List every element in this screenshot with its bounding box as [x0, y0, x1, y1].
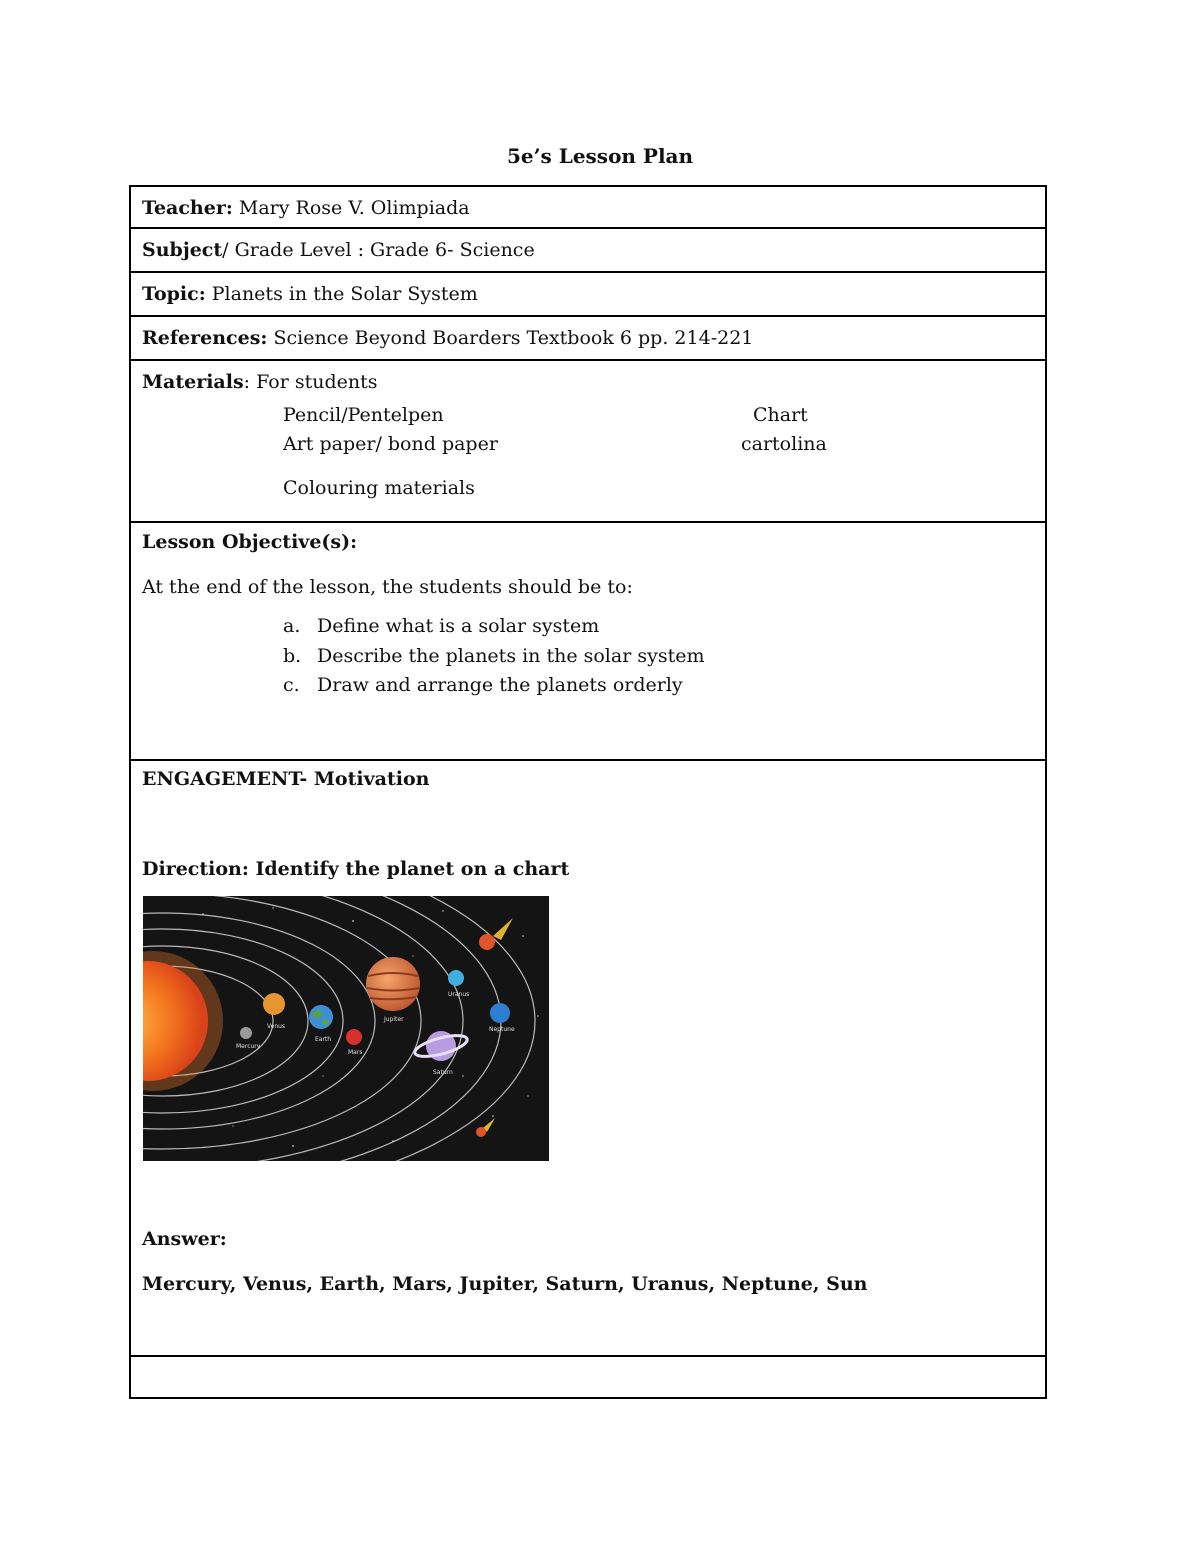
objective-item — [283, 674, 683, 696]
subject-value: / Grade Level : Grade 6- Science — [222, 239, 535, 261]
objective-text: Draw and arrange the planets orderly — [317, 674, 683, 696]
uranus-icon — [448, 970, 464, 986]
objective-marker: c. — [283, 674, 300, 696]
objective-text: Describe the planets in the solar system — [317, 645, 705, 667]
svg-text:Mars: Mars — [348, 1049, 363, 1056]
solar-system-illustration — [143, 896, 549, 1161]
material-item: Pencil/Pentelpen — [283, 404, 444, 426]
document-title: 5e’s Lesson Plan — [506, 144, 694, 168]
jupiter-icon — [366, 957, 420, 1011]
svg-text:Neptune: Neptune — [489, 1026, 515, 1033]
objectives-row — [131, 523, 1045, 761]
references-label: References: — [142, 327, 268, 349]
venus-icon — [263, 993, 285, 1015]
svg-text:Mercury: Mercury — [236, 1043, 261, 1050]
empty-row — [131, 1357, 1045, 1397]
answer-text: Mercury, Venus, Earth, Mars, Jupiter, Saturn, Uranus, Neptune, Sun — [142, 1273, 868, 1295]
objective-text: Define what is a solar system — [317, 615, 600, 637]
answer-label: Answer: — [142, 1228, 227, 1250]
materials-row — [131, 361, 1045, 523]
material-item-right: Chart — [753, 404, 808, 426]
lesson-plan-table — [129, 185, 1047, 1399]
objective-marker: a. — [283, 615, 301, 637]
objectives-label: Lesson Objective(s): — [142, 531, 358, 553]
mars-icon — [346, 1029, 362, 1045]
subject-row — [131, 229, 1045, 273]
teacher-value: Mary Rose V. Olimpiada — [232, 197, 470, 219]
objective-item — [283, 645, 704, 667]
objectives-intro: At the end of the lesson, the students should be to: — [142, 576, 633, 598]
materials-value: : For students — [243, 371, 378, 393]
engagement-row — [131, 761, 1045, 1357]
teacher-label: Teacher: — [142, 197, 233, 219]
topic-label: Topic: — [142, 283, 206, 305]
mercury-icon — [240, 1027, 252, 1039]
engagement-heading: ENGAGEMENT- Motivation — [142, 768, 430, 790]
subject-label: Subject — [142, 239, 223, 261]
material-item: Colouring materials — [283, 477, 475, 499]
references-value: Science Beyond Boarders Textbook 6 pp. 214-221 — [267, 327, 754, 349]
references-row — [131, 317, 1045, 361]
svg-text:Uranus: Uranus — [448, 991, 470, 998]
neptune-icon — [490, 1003, 510, 1023]
svg-text:Saturn: Saturn — [433, 1069, 453, 1076]
svg-text:Venus: Venus — [267, 1023, 286, 1030]
objective-marker: b. — [283, 645, 302, 667]
topic-row — [131, 273, 1045, 317]
svg-text:Earth: Earth — [315, 1036, 332, 1043]
engagement-direction: Direction: Identify the planet on a chart — [142, 858, 570, 880]
material-item: Art paper/ bond paper — [283, 433, 498, 455]
topic-value: Planets in the Solar System — [205, 283, 478, 305]
svg-text:Jupiter: Jupiter — [384, 1016, 404, 1023]
materials-label: Materials — [142, 371, 244, 393]
material-item-right: cartolina — [741, 433, 827, 455]
objective-item — [283, 615, 599, 637]
teacher-row — [131, 187, 1045, 229]
earth-icon — [309, 1005, 333, 1029]
